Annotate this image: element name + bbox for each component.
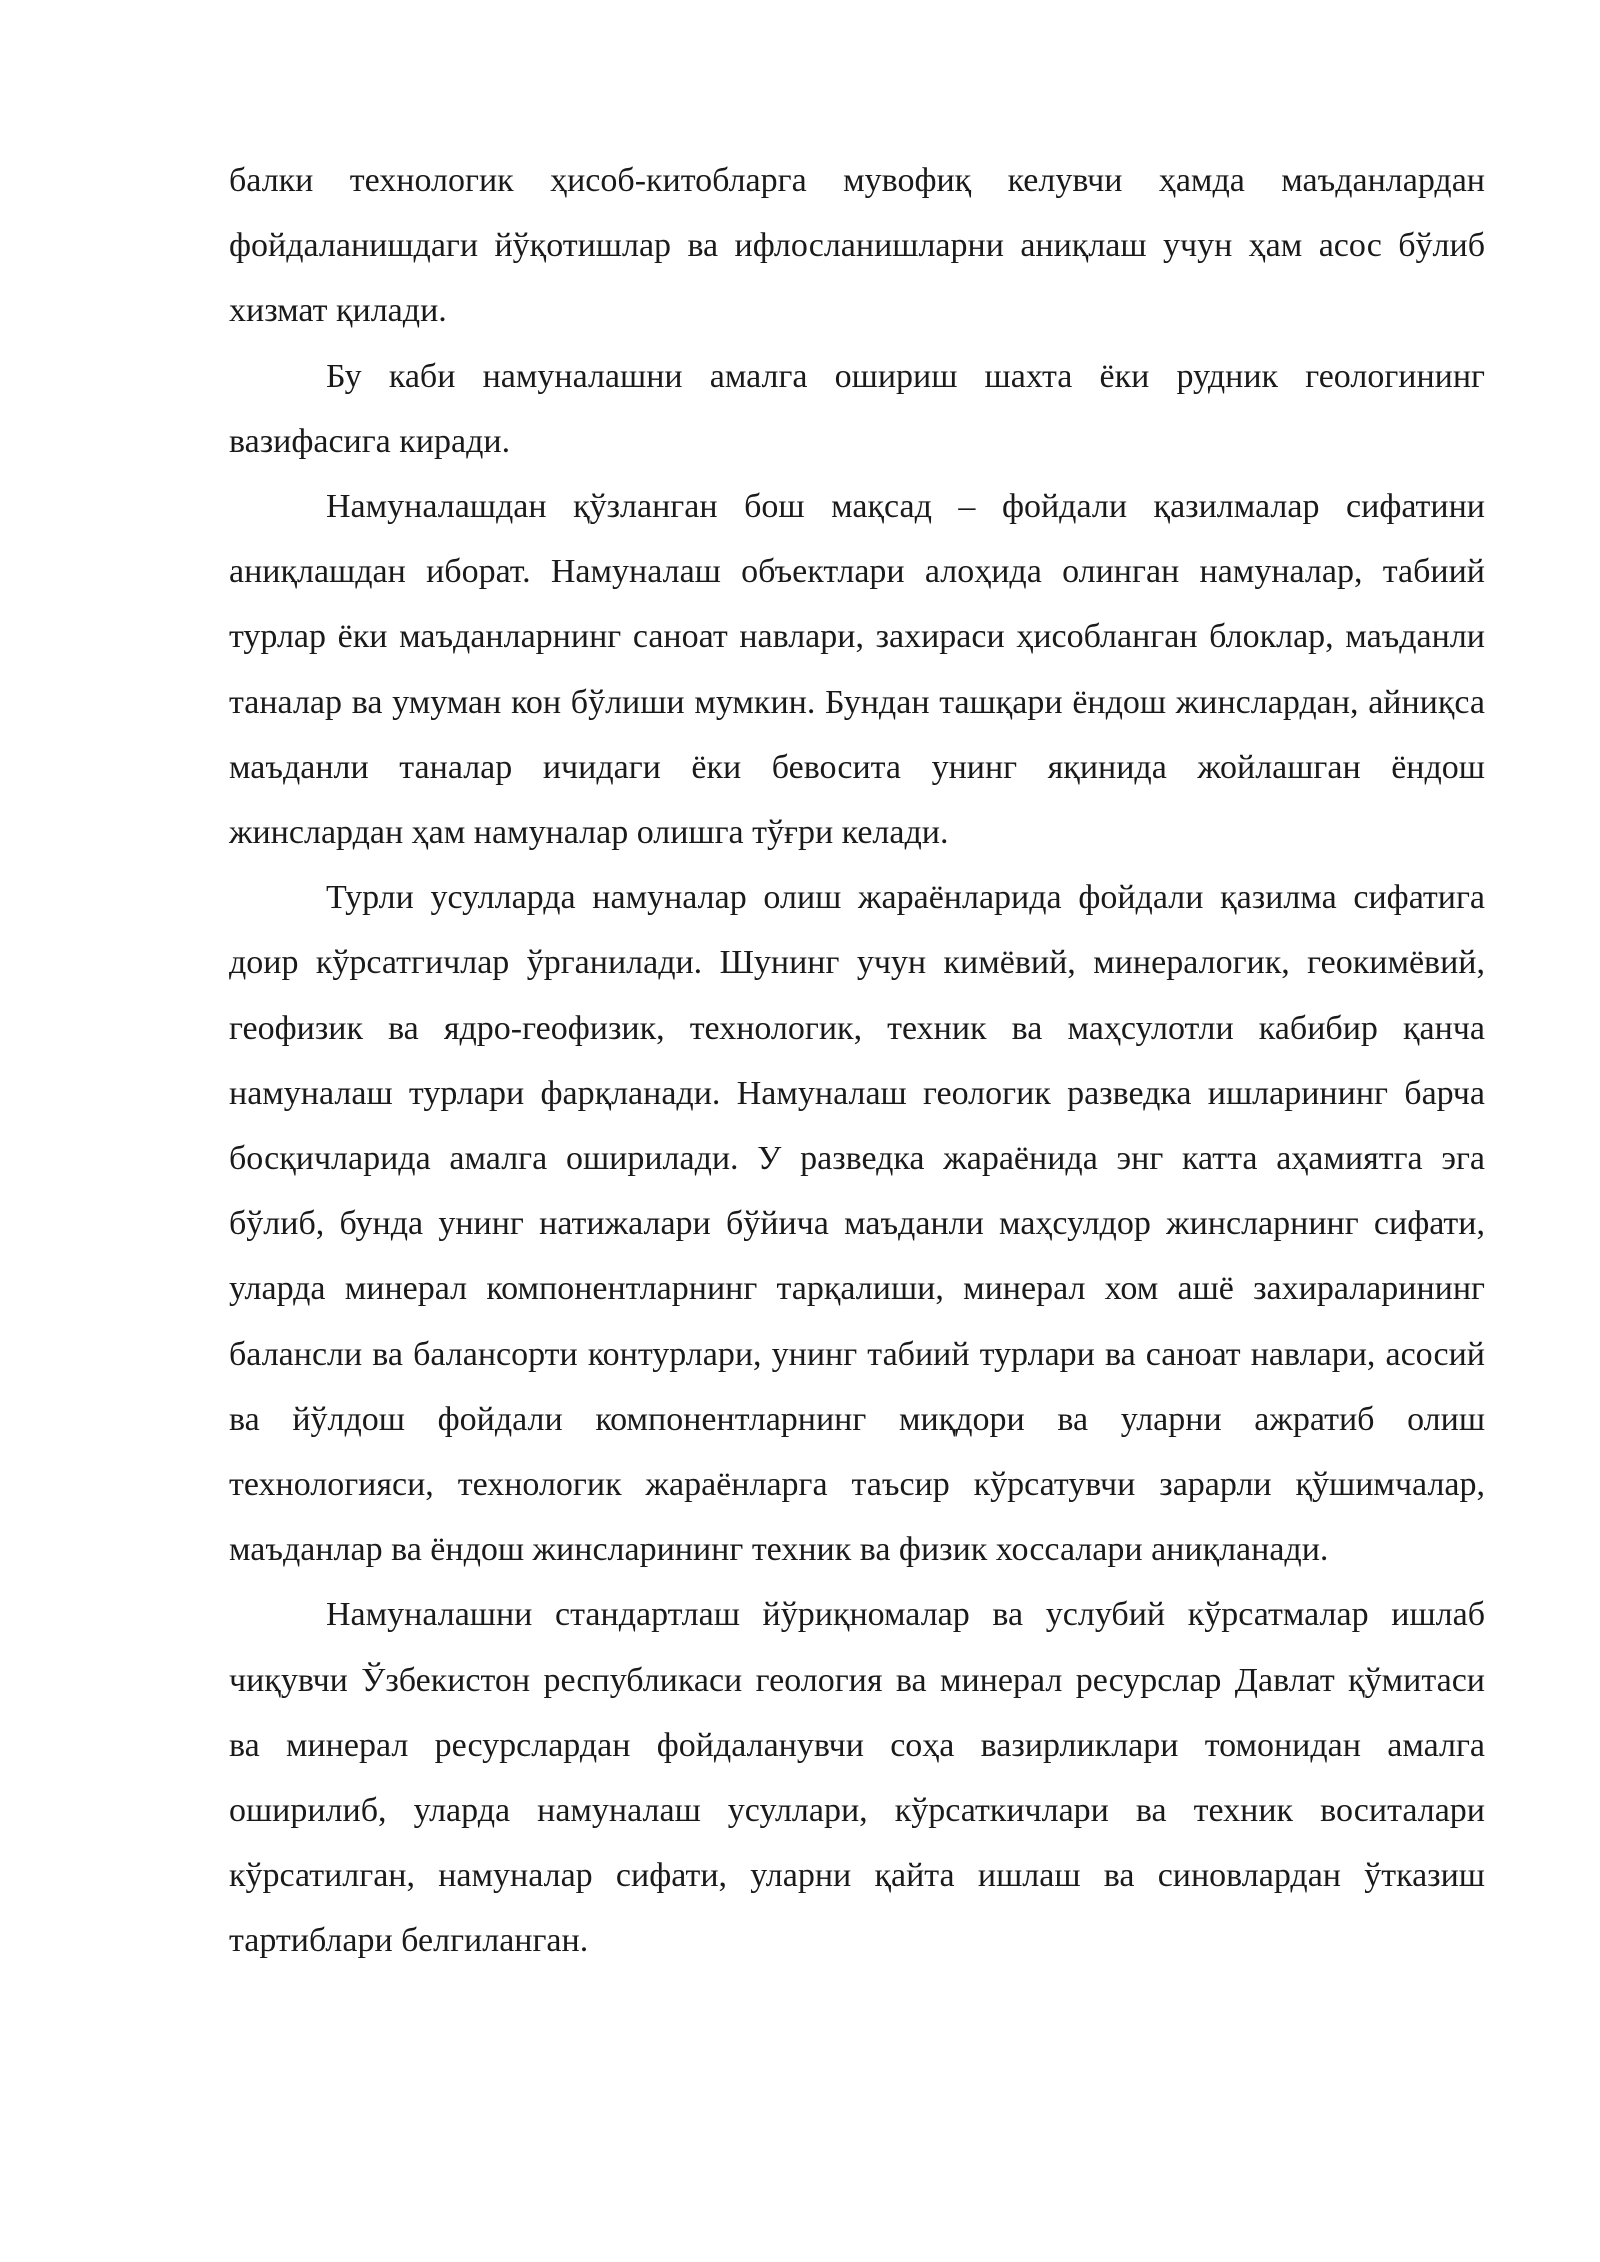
paragraph-1-continuation: балки технологик ҳисоб-китобларга мувофиқ келувчи ҳамда маъданлардан фойдаланишдаги йўқотишлар ва ифлосланишларни аниқлаш учун ҳам асос бўлиб хизмат қилади. <box>229 162 1485 330</box>
paragraph-4: Турли усулларда намуналар олиш жараёнларида фойдали қазилма сифатига доир кўрсатгичлар ўрганилади. Шунинг учун кимёвий, минералогик, геокимёвий, геофизик ва ядро-геофизик, технологик, техник ва маҳсулотли кабибир қанча намуналаш турлари фарқланади. Намуналаш геологик разведка ишларининг барча босқичларида амалга оширилади. У разведка жараёнида энг катта аҳамиятга эга бўлиб, бунда унинг натижалари бўйича маъданли маҳсулдор жинсларнинг сифати, уларда минерал компонентларнинг тарқалиши, минерал хом ашё захираларининг балансли ва балансорти контурлари, унинг табиий турлари ва саноат навлари, асосий ва йўлдош фойдали компонентларнинг миқдори ва уларни ажратиб олиш технологияси, технологик жараёнларга таъсир кўрсатувчи зарарли қўшимчалар, маъданлар ва ёндош жинсларининг техник ва физик хоссалари аниқланади. <box>229 879 1485 1569</box>
paragraph-5: Намуналашни стандартлаш йўриқномалар ва услубий кўрсатмалар ишлаб чиқувчи Ўзбекистон республикаси геология ва минерал ресурслар Давлат қўмитаси ва минерал ресурслардан фойдаланувчи соҳа вазирликлари томонидан амалга оширилиб, уларда намуналаш усуллари, кўрсаткичлари ва техник воситалари кўрсатилган, намуналар сифати, уларни қайта ишлаш ва синовлардан ўтказиш тартиблари белгиланган. <box>229 1596 1485 1960</box>
paragraph-2: Бу каби намуналашни амалга ошириш шахта ёки рудник геологининг вазифасига киради. <box>229 357 1485 460</box>
paragraph-3: Намуналашдан қўзланган бош мақсад – фойдали қазилмалар сифатини аниқлашдан иборат. Намуналаш объектлари алоҳида олинган намуналар, табиий турлар ёки маъданларнинг саноат навлари, захираси ҳисобланган блоклар, маъданли таналар ва умуман кон бўлиши мумкин. Бундан ташқари ёндош жинслардан, айниқса маъданли таналар ичидаги ёки бевосита унинг яқинида жойлашган ёндош жинслардан ҳам намуналар олишга тўғри келади. <box>229 488 1485 852</box>
body-text <box>229 148 1485 1974</box>
